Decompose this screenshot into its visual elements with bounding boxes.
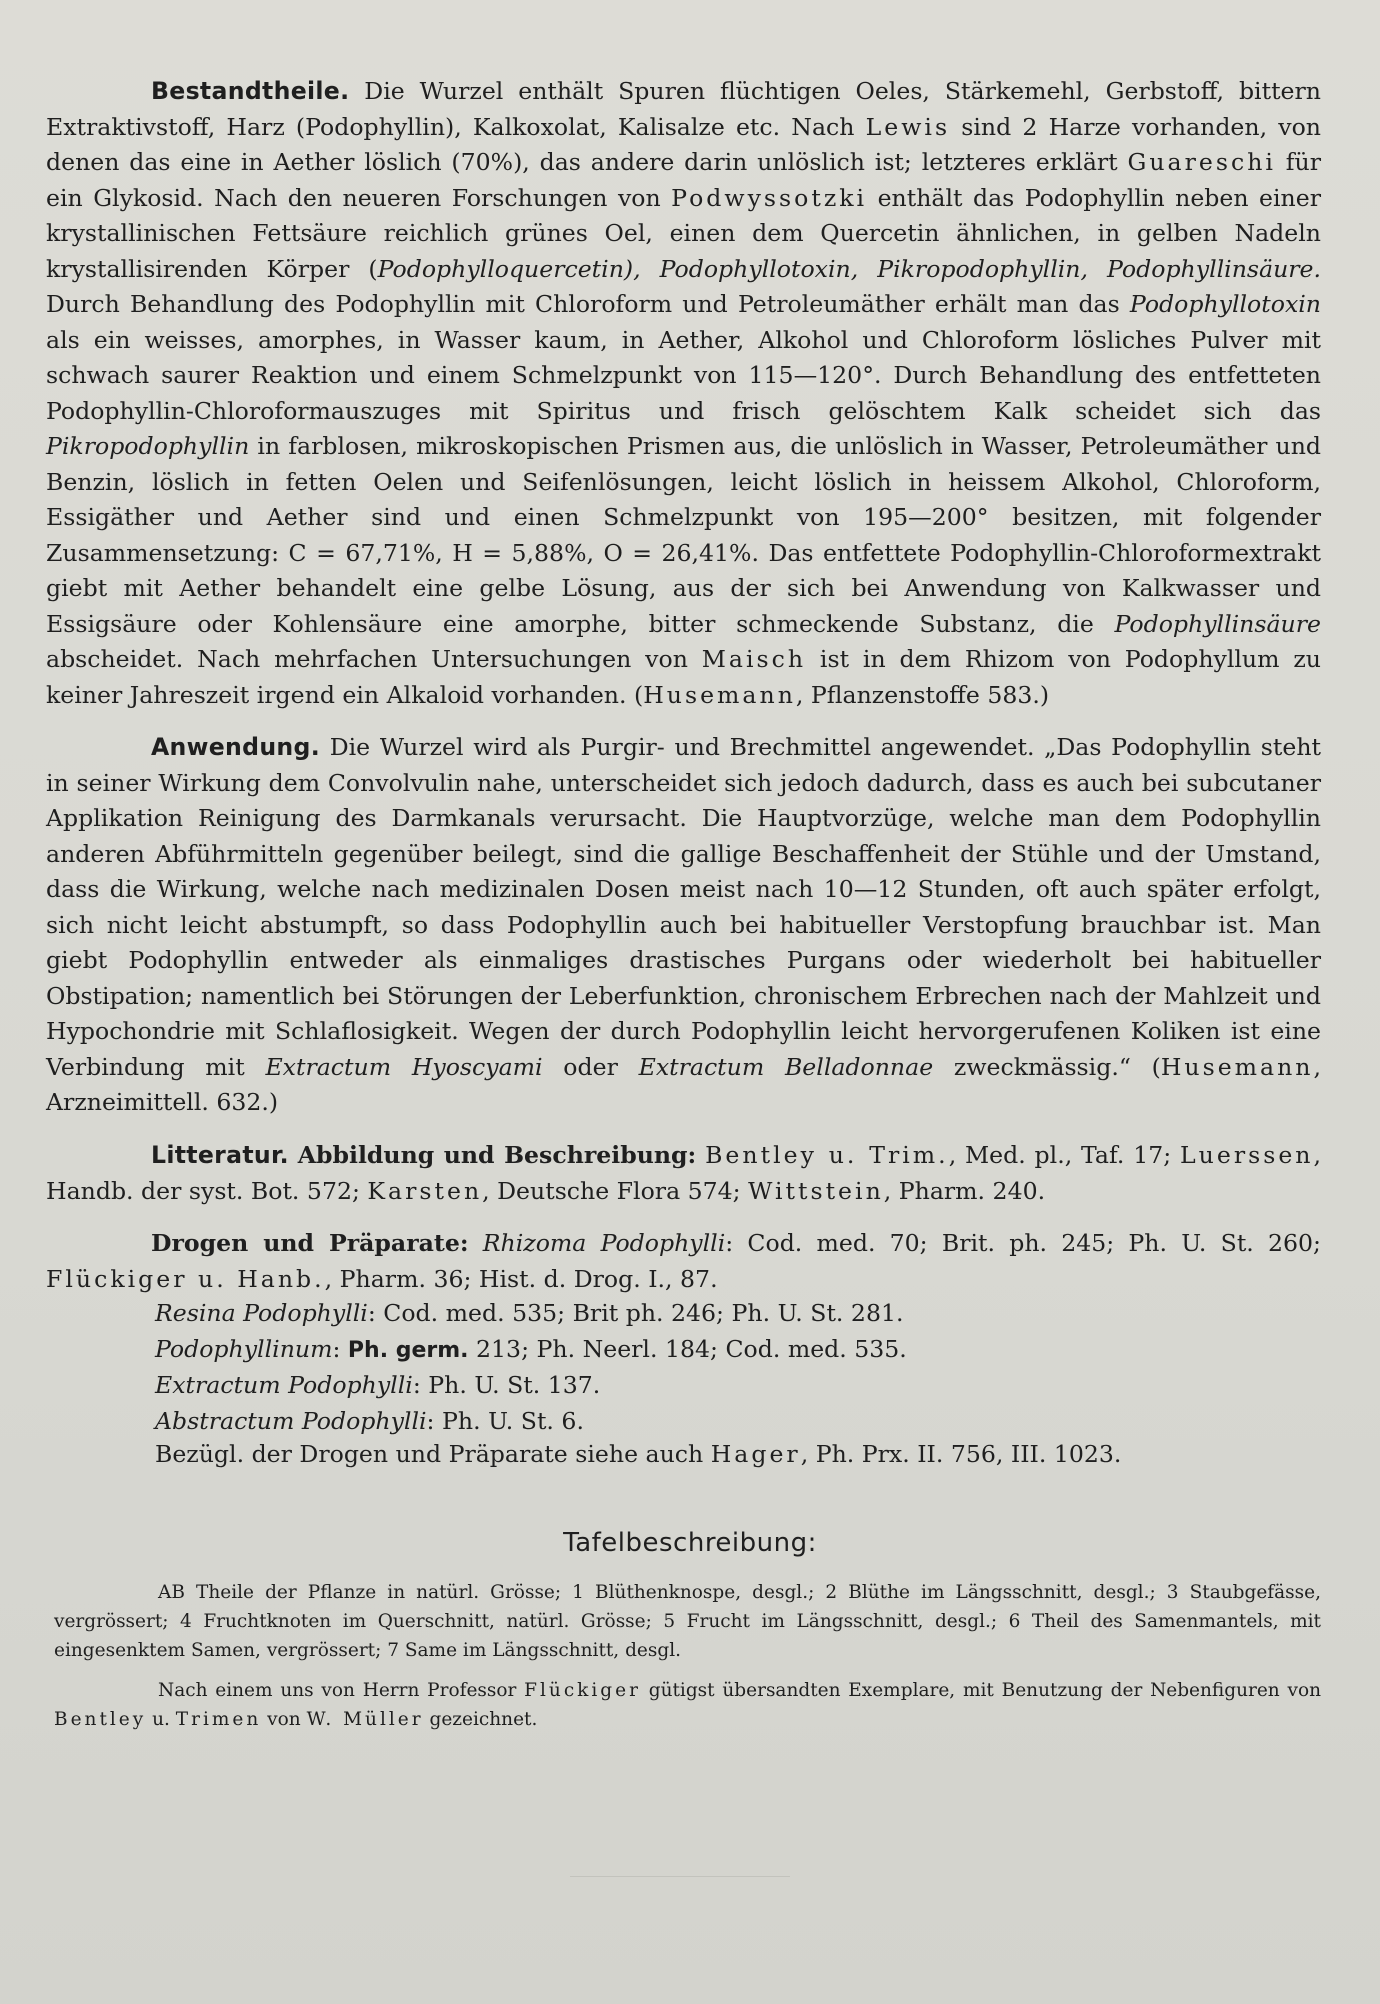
praeparat-item: Abstractum Podophylli: Ph. U. St. 6.: [155, 1406, 584, 1435]
author-name: Husemann: [1160, 1052, 1314, 1081]
author-name: Guareschi: [1127, 148, 1276, 176]
compound-name: Podophyllotoxin,: [659, 254, 859, 283]
author-name: Maisch: [701, 645, 807, 673]
drug-name: Extractum Belladonnae: [638, 1052, 934, 1081]
author-name: Flückiger u. Hanb.: [46, 1264, 325, 1293]
litteratur-heading: Litteratur.: [151, 1141, 289, 1169]
author-name: Podwyssotzki: [671, 183, 868, 212]
drogen-paragraph: Drogen und Präparate: Rhizoma Podophylli: Cod. med. 70; Brit. ph. 245; Ph. U. St. 260; Flückiger u. Hanb., Pharm. 36; Hist. d. Drog. I., 87.: [46, 1229, 1321, 1293]
drug-name: Rhizoma Podophylli: [482, 1229, 726, 1257]
drogen-heading: Drogen und Präparate:: [151, 1229, 469, 1257]
bestandtheile-paragraph: Bestandtheile. Die Wurzel enthält Spuren flüchtigen Oeles, Stärkemehl, Gerbstoff, bittern Extraktivstoff, Harz (Podophyllin), Kalkoxolat, Kalisalze etc. Nach Lewis sind 2 Harze vorhanden, von denen das eine in Aether löslich (70%), das andere darin unlöslich ist; letzteres erklärt Guareschi für ein Glykosid. Nach den neueren Forschungen von Podwyssotzki enthält das Podophyllin neben einer krystallinischen Fettsäure reichlich grünes Oel, einen dem Quercetin ähnlichen, in gelben Nadeln krystallisirenden Körper (Podophylloquercetin), Podophyllotoxin, Pikropodophyllin, Podophyllinsäure. Durch Behandlung des Podophyllin mit Chloroform und Petroleumäther erhält man das Podophyllotoxin als ein weisses, amorphes, in Wasser kaum, in Aether, Alkohol und Chloroform lösliches Pulver mit schwach saurer Reaktion und einem Schmelzpunkt von 115—120°. Durch Behandlung des entfetteten Podophyllin-Chloroformauszuges mit Spiritus und frisch gelöschtem Kalk scheidet sich das Pikropodophyllin in farblosen, mikroskopischen Prismen aus, die unlöslich in Wasser, Petroleumäther und Benzin, löslich in fetten Oelen und Seifenlösungen, leicht löslich in heissem Alkohol, Chloroform, Essigäther und Aether sind und einen Schmelzpunkt von 195—200° besitzen, mit folgender Zusammensetzung: C = 67,71%, H = 5,88%, O = 26,41%. Das entfettete Podophyllin-Chloroformextrakt giebt mit Aether behandelt eine gelbe Lösung, aus der sich bei Anwendung von Kalkwasser und Essigsäure oder Kohlensäure eine amorphe, bitter schmeckende Substanz, die Podophyllinsäure abscheidet. Nach mehrfachen Untersuchungen von Maisch ist in dem Rhizom von Podophyllum zu keiner Jahreszeit irgend ein Alkaloid vorhanden. (Husemann, Pflanzenstoffe 583.): [46, 77, 1322, 709]
anwendung-heading: Anwendung.: [151, 733, 320, 761]
tafel-title: Tafelbeschreibung:: [563, 1528, 817, 1558]
praeparate-list: [155, 1296, 907, 1439]
author-name: Trimen: [175, 1709, 262, 1730]
drug-name: Extractum Hyoscyami: [265, 1052, 543, 1081]
author-name: Flückiger: [524, 1680, 641, 1701]
bestandtheile-heading: Bestandtheile.: [151, 77, 350, 105]
praeparat-item: Resina Podophylli: Cod. med. 535; Brit ph. 246; Ph. U. St. 281.: [155, 1299, 904, 1327]
compound-name: Pikropodophyllin,: [877, 254, 1088, 283]
praeparat-item: Extractum Podophylli: Ph. U. St. 137.: [155, 1371, 601, 1399]
praeparat-item: Podophyllinum: Ph. germ. 213; Ph. Neerl. 184; Cod. med. 535.: [155, 1334, 907, 1363]
author-name: Karsten: [367, 1176, 483, 1205]
author-name: W. Müller: [306, 1709, 424, 1730]
bezuegl-note: Bezügl. der Drogen und Präparate siehe auch Hager, Ph. Prx. II. 756, III. 1023.: [155, 1440, 1122, 1468]
compound-name: Pikropodophyllin: [46, 432, 250, 460]
author-name: Husemann: [643, 680, 796, 709]
author-name: Lewis: [865, 112, 951, 141]
litteratur-paragraph: Litteratur. Abbildung und Beschreibung: Bentley u. Trim., Med. pl., Taf. 17; Luerssen, Handb. der syst. Bot. 572; Karsten, Deutsche Flora 574; Wittstein, Pharm. 240.: [46, 1141, 1321, 1205]
compound-name: Podophyllinsäure.: [1107, 254, 1322, 283]
anwendung-paragraph: Anwendung. Die Wurzel wird als Purgir- und Brechmittel angewendet. „Das Podophyllin steht in seiner Wirkung dem Convolvulin nahe, unterscheidet sich jedoch dadurch, dass es auch bei subcutaner Applikation Reinigung des Darmkanals verursacht. Die Hauptvorzüge, welche man dem Podophyllin anderen Abführmitteln gegenüber beilegt, sind die gallige Beschaffenheit der Stühle und der Umstand, dass die Wirkung, welche nach medizinalen Dosen meist nach 10—12 Stunden, oft auch später erfolgt, sich nicht leicht abstumpft, so dass Podophyllin auch bei habitueller Verstopfung brauchbar ist. Man giebt Podophyllin entweder als einmaliges drastisches Purgans oder wiederholt bei habitueller Obstipation; namentlich bei Störungen der Leberfunktion, chronischem Erbrechen nach der Mahlzeit und Hypochondrie mit Schlaflosigkeit. Wegen der durch Podophyllin leicht hervorgerufenen Koliken ist eine Verbindung mit Extractum Hyoscyami oder Extractum Belladonnae zweckmässig.“ (Husemann, Arzneimittell. 632.): [46, 733, 1321, 1116]
litteratur-subheading: Abbildung und Beschreibung:: [297, 1141, 697, 1169]
compound-name: Podophylloquercetin),: [377, 254, 641, 283]
tafel-credit: Nach einem uns von Herrn Professor Flückiger gütigst übersandten Exemplare, mit Benutzung der Nebenfiguren von Bentley u. Trimen von W. Müller gezeichnet.: [54, 1680, 1321, 1730]
author-name: Bentley u. Trim.: [705, 1141, 949, 1169]
divider-rule: [570, 1876, 790, 1877]
tafel-description: AB Theile der Pflanze in natürl. Grösse; 1 Blüthenknospe, desgl.; 2 Blüthe im Längsschnitt, desgl.; 3 Staubgefässe, vergrössert; 4 Fruchtknoten im Querschnitt, natürl. Grösse; 5 Frucht im Längsschnitt, desgl.; 6 Theil des Samenmantels, mit eingesenktem Samen, vergrössert; 7 Same im Längsschnitt, desgl.: [54, 1582, 1321, 1661]
author-name: Luerssen: [1180, 1141, 1314, 1169]
author-name: Hager: [710, 1440, 801, 1468]
author-name: Wittstein: [748, 1176, 884, 1205]
compound-name: Podophyllotoxin: [1129, 290, 1321, 318]
compound-name: Podophyllinsäure: [1114, 609, 1321, 638]
author-name: Bentley: [54, 1709, 147, 1730]
